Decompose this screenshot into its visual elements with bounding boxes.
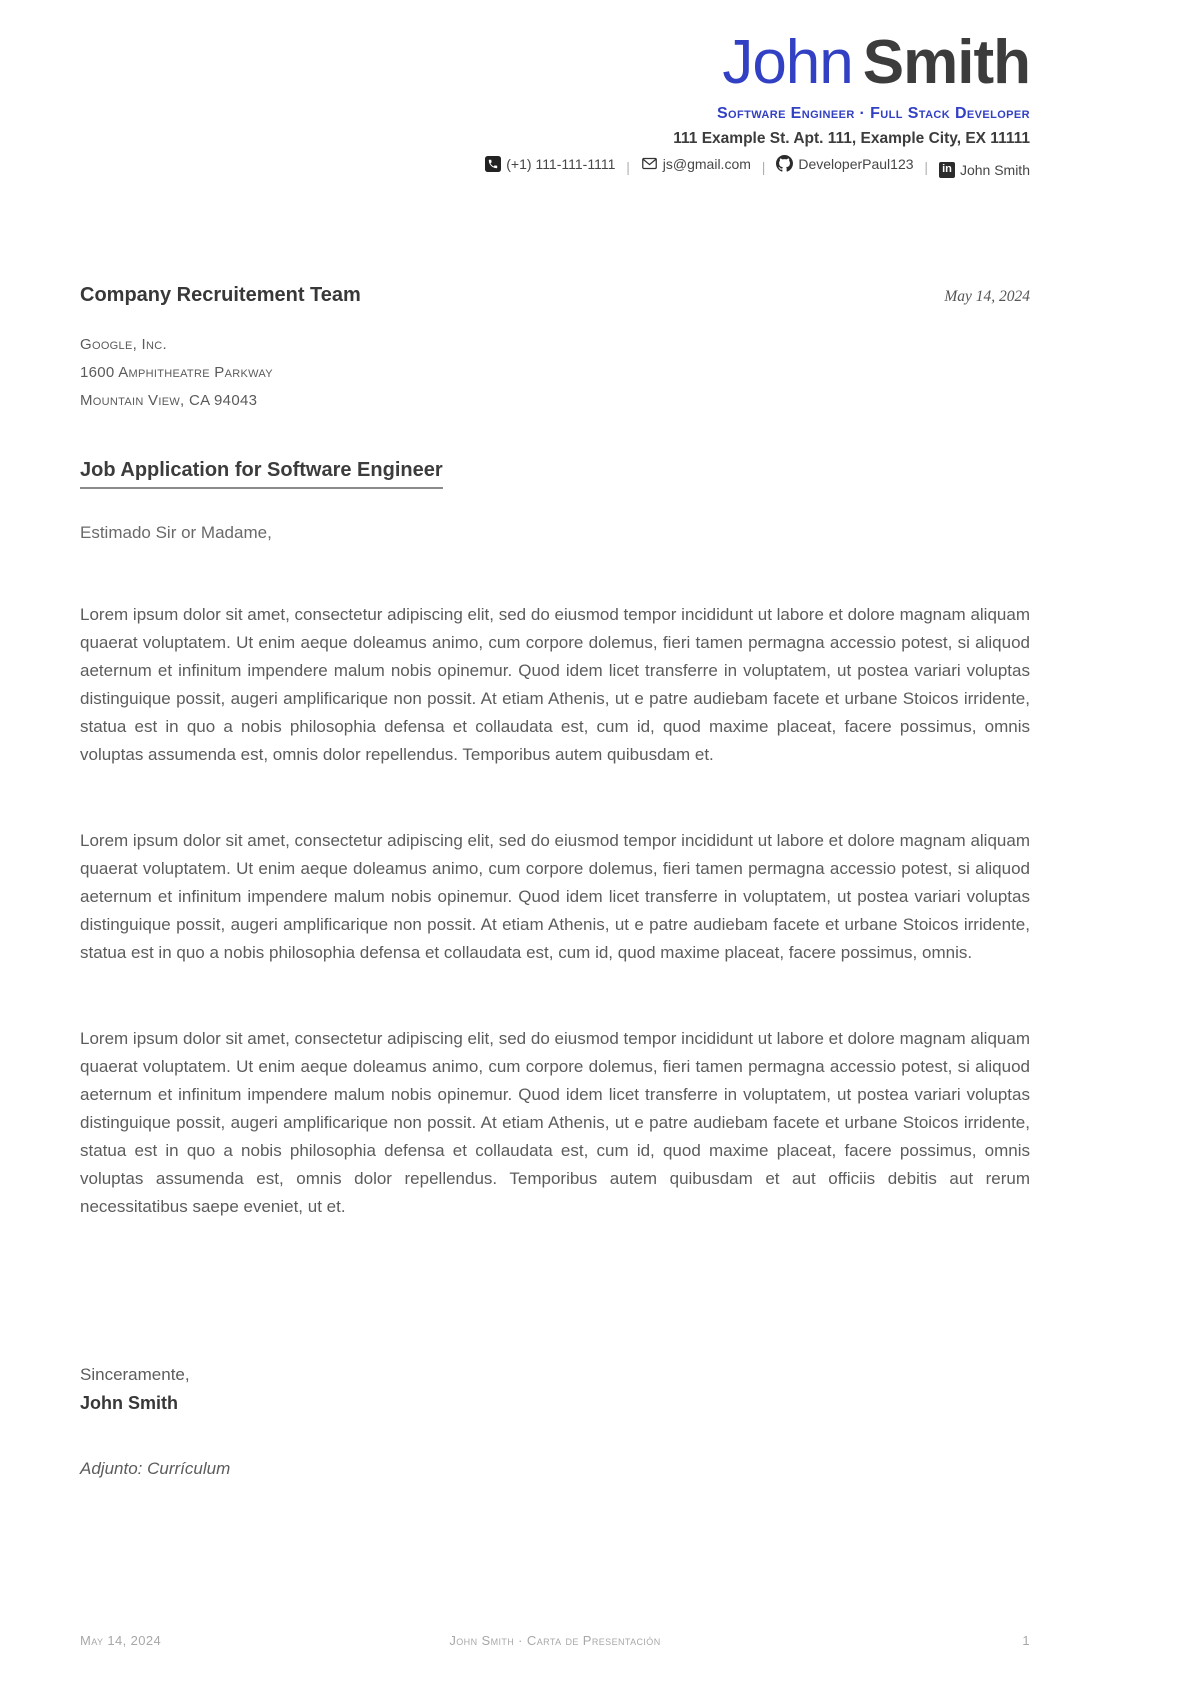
subject-text: Job Application for Software Engineer xyxy=(80,459,443,489)
recipient-street: 1600 Amphitheatre Parkway xyxy=(80,364,273,382)
contact-separator: | xyxy=(924,159,929,176)
footer-date: May 14, 2024 xyxy=(80,1633,162,1648)
letter-header xyxy=(80,0,1030,178)
body-paragraph-1: Lorem ipsum dolor sit amet, consectetur adipiscing elit, sed do eiusmod tempor incididunt ut labore et dolore magnam aliquam quaerat voluptatem. Ut enim aeque doleamus animo, cum corpore dolemus, fieri tamen permagna accessio potest, si aliquod aeternum et infinitum impendere malum nobis opinemur. Quod idem licet transferre in voluptatem, ut postea variari voluptas distinguique possit, augeri amplificarique non possit. At etiam Athenis, ut e patre audiebam facete et urbane Stoicos irridente, statua est in quo a nobis philosophia defensa et collaudata est, cum id, quod maxime placeat, facere possimus, omnis voluptas assumenda est, omnis dolor repellendus. Temporibus autem quibusdam et. xyxy=(80,605,1030,765)
email-address: js@gmail.com xyxy=(662,155,751,172)
github-username: DeveloperPaul123 xyxy=(798,155,914,172)
recipient-title: Company Recruitement Team xyxy=(80,284,361,307)
page-footer xyxy=(80,1633,1030,1648)
contact-separator: | xyxy=(761,159,766,176)
street-address: 111 Example St. Apt. 111, Example City, EX 11111 xyxy=(673,130,1030,148)
recipient-row xyxy=(80,284,1030,307)
recipient-address xyxy=(80,331,1030,415)
email-link[interactable] xyxy=(641,155,751,172)
github-link[interactable] xyxy=(776,155,913,172)
closing: Sinceramente, xyxy=(80,1365,190,1385)
greeting: Estimado Sir or Madame, xyxy=(80,523,272,543)
body-paragraph-2: Lorem ipsum dolor sit amet, consectetur adipiscing elit, sed do eiusmod tempor incididunt ut labore et dolore magnam aliquam quaerat voluptatem. Ut enim aeque doleamus animo, cum corpore dolemus, fieri tamen permagna accessio potest, si aliquod aeternum et infinitum impendere malum nobis opinemur. Quod idem licet transferre in voluptatem, ut postea variari voluptas distinguique possit, augeri amplificarique non possit. At etiam Athenis, ut e patre audiebam facete et urbane Stoicos irridente, statua est in quo a nobis philosophia defensa et collaudata est, cum id, quod maxime placeat, facere possimus, omnis. xyxy=(80,831,1030,963)
last-name: Smith xyxy=(862,28,1030,97)
first-name: John xyxy=(722,28,853,97)
github-icon xyxy=(776,155,793,172)
page-number: 1 xyxy=(1022,1633,1030,1648)
body-paragraph-3: Lorem ipsum dolor sit amet, consectetur adipiscing elit, sed do eiusmod tempor incididunt ut labore et dolore magnam aliquam quaerat voluptatem. Ut enim aeque doleamus animo, cum corpore dolemus, fieri tamen permagna accessio potest, si aliquod aeternum et infinitum impendere malum nobis opinemur. Quod idem licet transferre in voluptatem, ut postea variari voluptas distinguique possit, augeri amplificarique non possit. At etiam Athenis, ut e patre audiebam facete et urbane Stoicos irridente, statua est in quo a nobis philosophia defensa et collaudata est, cum id, quod maxime placeat, facere possimus, omnis voluptas assumenda est, omnis dolor repellendus. Temporibus autem quibusdam et aut officiis debitis aut rerum necessitatibus saepe eveniet, ut et. xyxy=(80,1029,1030,1217)
phone-number: (+1) 111-111-1111 xyxy=(506,156,616,173)
footer-title: John Smith · Carta de Presentación xyxy=(449,1633,661,1648)
email-icon xyxy=(641,155,658,172)
person-name xyxy=(80,30,1030,95)
job-tagline: Software Engineer · Full Stack Developer xyxy=(716,105,1030,123)
contact-separator: | xyxy=(626,159,630,176)
subject-heading xyxy=(80,459,1030,489)
letter-date: May 14, 2024 xyxy=(944,288,1030,306)
phone-icon xyxy=(485,156,501,172)
page-content xyxy=(80,0,1030,1479)
recipient-city: Mountain View, CA 94043 xyxy=(80,392,258,410)
enclosure-note: Adjunto: Currículum xyxy=(80,1459,231,1479)
contact-line xyxy=(80,155,1030,178)
phone-link[interactable] xyxy=(485,156,615,172)
linkedin-name: John Smith xyxy=(959,162,1030,179)
linkedin-link[interactable] xyxy=(939,162,1030,178)
recipient-company: Google, Inc. xyxy=(80,336,167,354)
signature-name: John Smith xyxy=(80,1393,178,1414)
linkedin-icon: in xyxy=(939,162,955,178)
